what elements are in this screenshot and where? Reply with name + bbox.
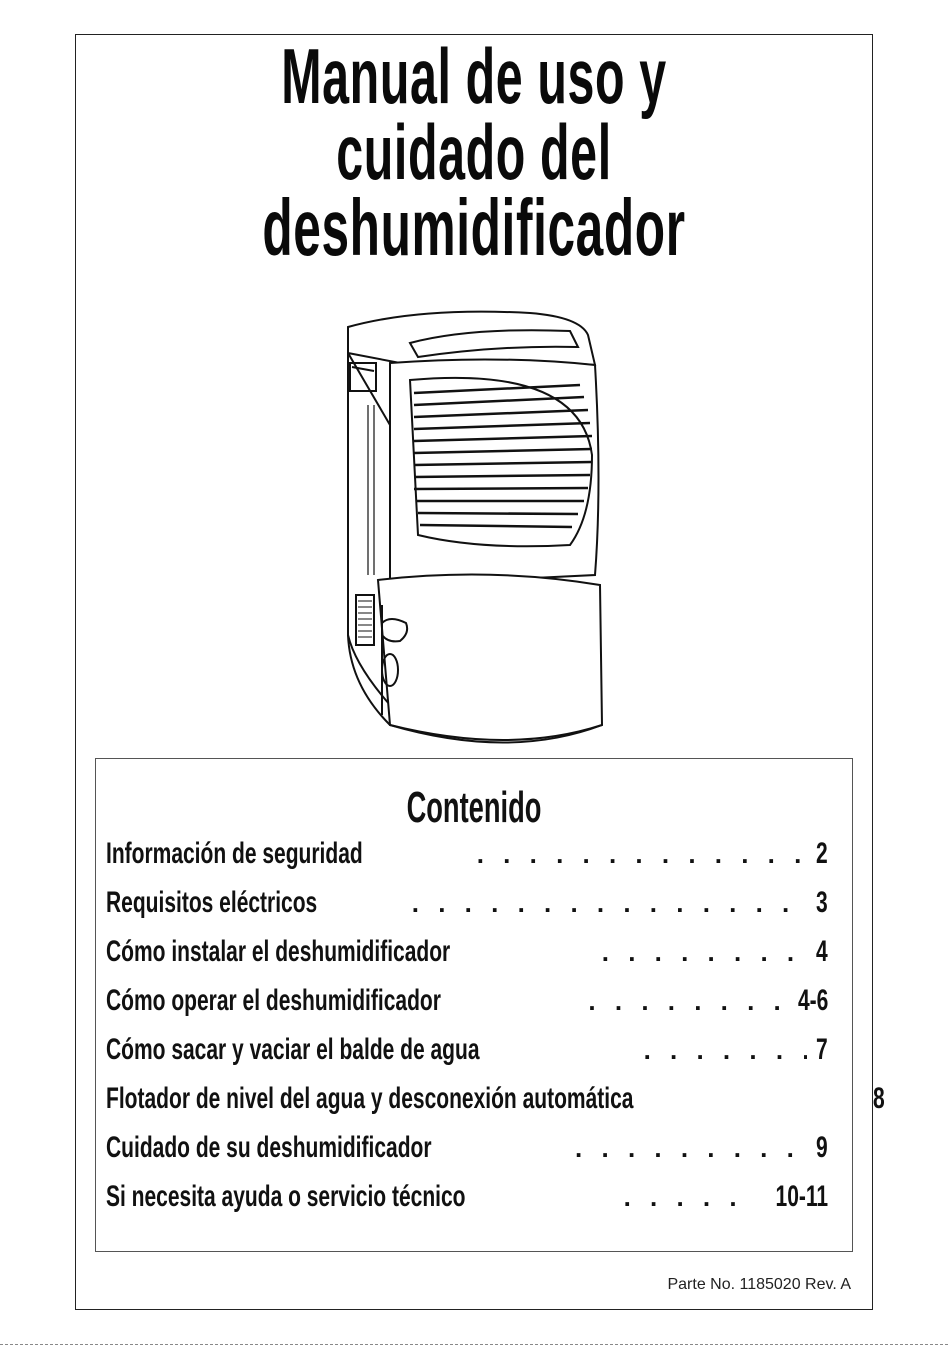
toc-item-page: 8 <box>872 1082 885 1115</box>
toc-item-label: Cómo operar el deshumidificador <box>106 984 441 1017</box>
toc-leader-dots <box>412 888 808 919</box>
toc-item-label: Flotador de nivel del agua y desconexión automática <box>106 1082 634 1115</box>
title-line-1: Manual de uso y <box>281 32 667 120</box>
toc-leader-dots <box>624 1182 749 1213</box>
toc-item-page: 4-6 <box>797 984 828 1017</box>
dehumidifier-illustration <box>330 305 620 755</box>
toc-item-page: 7 <box>816 1033 828 1066</box>
toc-leader-dots <box>644 1035 808 1066</box>
toc-item-page: 4 <box>816 935 828 968</box>
table-of-contents <box>95 758 885 1252</box>
title-line-2: cuidado del <box>336 108 612 196</box>
toc-item[interactable] <box>106 837 828 886</box>
toc-item[interactable] <box>106 1033 828 1082</box>
toc-item-label: Información de seguridad <box>106 837 363 870</box>
toc-item[interactable] <box>106 1131 828 1180</box>
toc-item-page: 10-11 <box>775 1180 828 1213</box>
toc-item[interactable] <box>106 886 828 935</box>
toc-item-page: 2 <box>816 837 828 870</box>
toc-item-label: Requisitos eléctricos <box>106 886 318 919</box>
toc-item-label: Cuidado de su deshumidificador <box>106 1131 432 1164</box>
document-title <box>0 32 948 272</box>
toc-list <box>106 837 885 1229</box>
toc-item[interactable] <box>106 1180 828 1229</box>
toc-leader-dots <box>588 986 780 1017</box>
part-number: Parte No. 1185020 Rev. A <box>667 1276 851 1293</box>
toc-leader-dots <box>575 1133 807 1164</box>
toc-heading: Contenido <box>406 783 542 832</box>
toc-leader-dots <box>602 937 808 968</box>
toc-item-label: Cómo instalar el deshumidificador <box>106 935 451 968</box>
toc-item-label: Cómo sacar y vaciar el balde de agua <box>106 1033 480 1066</box>
toc-item[interactable] <box>106 984 828 1033</box>
toc-item-label: Si necesita ayuda o servicio técnico <box>106 1180 466 1213</box>
toc-item[interactable] <box>106 1082 885 1131</box>
title-line-3: deshumidificador <box>262 183 686 272</box>
page-edge-divider <box>0 1344 948 1345</box>
toc-leader-dots <box>477 839 808 870</box>
toc-item[interactable] <box>106 935 828 984</box>
toc-item-page: 3 <box>816 886 828 919</box>
toc-item-page: 9 <box>816 1131 828 1164</box>
